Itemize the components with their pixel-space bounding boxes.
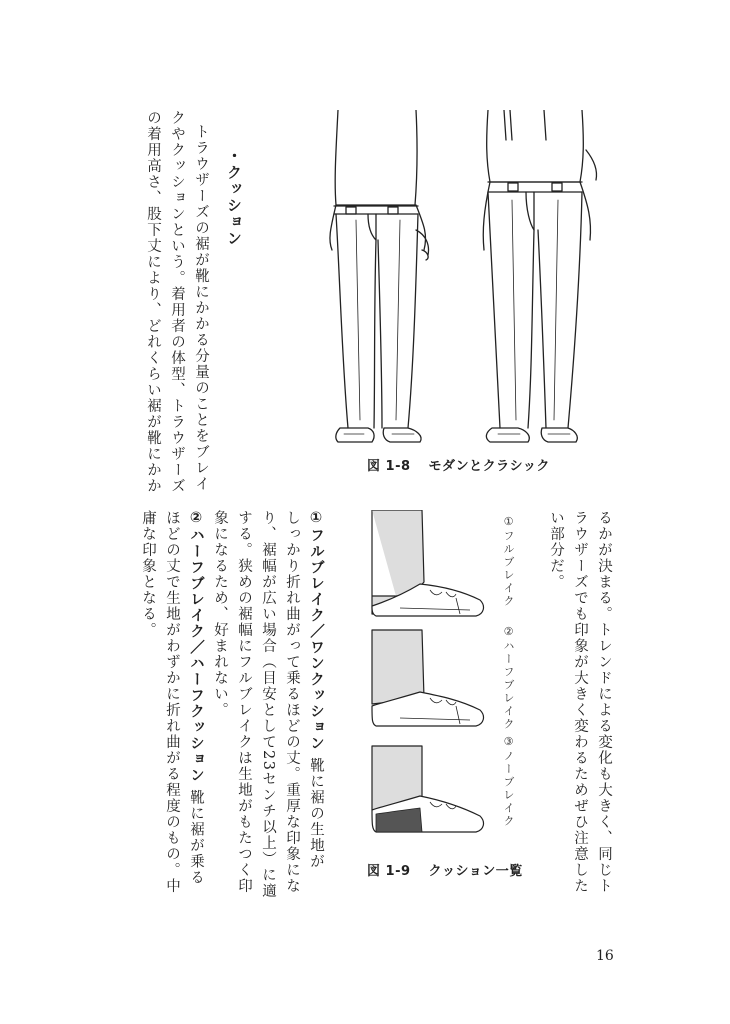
item-1-title: ①フルブレイク／ワンクッション bbox=[308, 510, 324, 752]
figure-1-9-label-2: ②ハーフブレイク bbox=[502, 625, 515, 731]
item-2-line-1 bbox=[185, 510, 207, 886]
page-number: 16 bbox=[596, 948, 614, 964]
intro-line-6: い部分だ。 bbox=[548, 510, 564, 590]
intro-line-3: の着用高さ、股下丈により、どれくらい裾が靴にかか bbox=[145, 110, 161, 494]
intro-line-1: トラウザーズの裾が靴にかかる分量のことをブレイ bbox=[193, 124, 209, 492]
intro-line-2: クやクッションという。着用者の体型、トラウザーズ bbox=[169, 110, 185, 494]
item-2-text: 靴に裾が乗る bbox=[188, 789, 204, 886]
item-2-line-2: ほどの丈で生地がわずかに折れ曲がる程度のもの。中 bbox=[164, 510, 180, 894]
figure-1-9-title: クッション一覧 bbox=[428, 864, 523, 879]
figure-1-9-label-3: ③ノーブレイク bbox=[502, 735, 515, 828]
figure-1-9-label-1: ①フルブレイク bbox=[502, 515, 515, 608]
intro-line-4: るかが決まる。トレンドによる変化も大きく、同じト bbox=[596, 510, 612, 894]
item-1-line-5: 象になるため、好まれない。 bbox=[212, 510, 228, 718]
intro-line-5: ラウザーズでも印象が大きく変わるためぜひ注意した bbox=[572, 510, 588, 894]
figure-1-8-title: モダンとクラシック bbox=[428, 459, 550, 474]
item-1-line-4: する。狭めの裾幅にフルブレイクは生地がもたつく印 bbox=[236, 510, 252, 894]
figure-1-9-caption bbox=[367, 860, 523, 879]
section-heading: ・クッション bbox=[225, 148, 243, 247]
item-2-line-3: 庸な印象となる。 bbox=[140, 510, 156, 638]
figure-1-9-number: 図 1-9 bbox=[367, 864, 411, 879]
item-2-title: ②ハーフブレイク／ハーフクッション bbox=[188, 510, 204, 784]
figure-1-9-illustration bbox=[360, 510, 500, 855]
item-1-text: 靴に裾の生地が bbox=[308, 757, 324, 870]
item-1-line-2: しっかり折れ曲がって乗るほどの丈。重厚な印象にな bbox=[284, 510, 300, 894]
figure-1-8-caption bbox=[367, 455, 550, 474]
item-1-line-1 bbox=[305, 510, 327, 870]
figure-1-8-number: 図 1-8 bbox=[367, 459, 411, 474]
figure-1-8-illustration bbox=[320, 110, 610, 450]
item-1-line-3: り、裾幅が広い場合（目安として23センチ以上）に適 bbox=[260, 510, 276, 900]
